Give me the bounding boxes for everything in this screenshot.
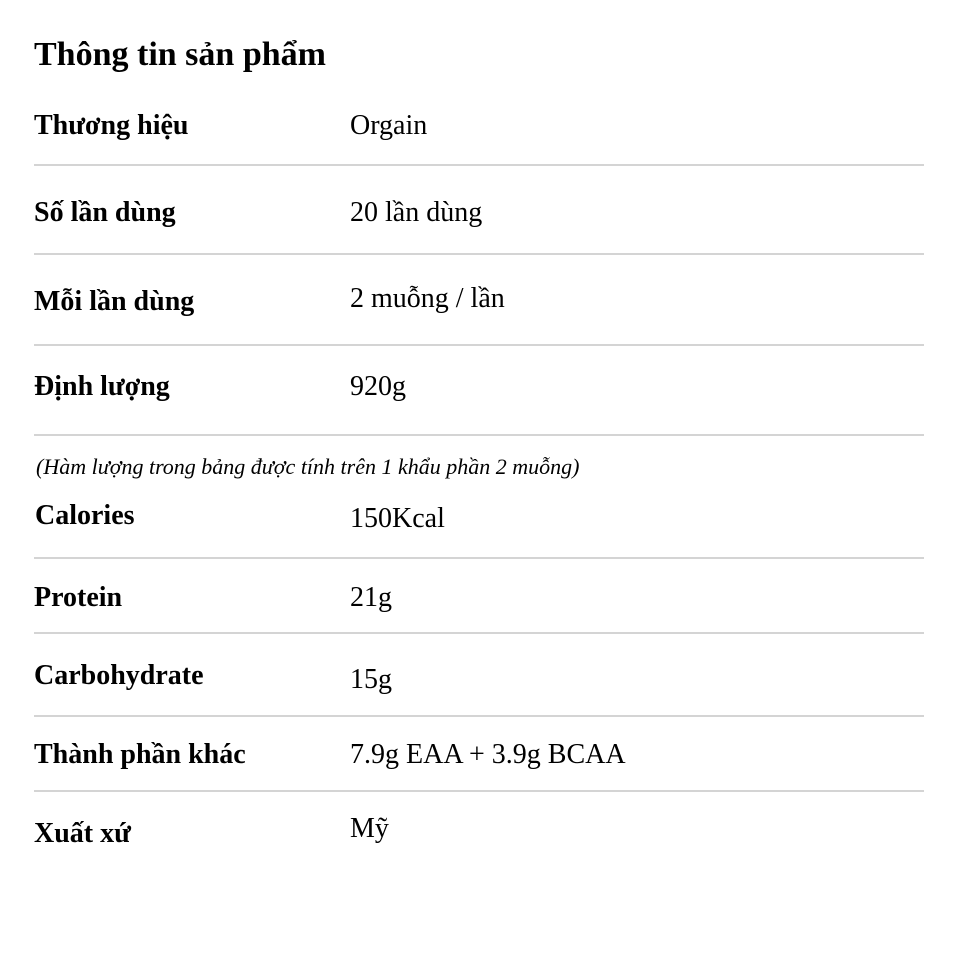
divider (34, 164, 924, 166)
divider (34, 344, 924, 346)
row-value: 150Kcal (350, 503, 445, 534)
row-value: 920g (350, 371, 406, 402)
divider (34, 632, 924, 634)
row-value: 20 lần dùng (350, 197, 483, 228)
row-label: Số lần dùng (34, 197, 176, 228)
row-label: Xuất xứ (34, 818, 131, 849)
divider (34, 715, 924, 717)
row-label: Protein (34, 582, 123, 613)
row-value: 7.9g EAA + 3.9g BCAA (350, 739, 626, 770)
row-value: 2 muỗng / lần (350, 283, 505, 314)
divider (34, 790, 924, 792)
page-title: Thông tin sản phẩm (34, 36, 326, 73)
row-value: 15g (350, 664, 392, 695)
row-label: Định lượng (34, 371, 170, 402)
serving-note: (Hàm lượng trong bảng được tính trên 1 khẩu phần 2 muỗng) (36, 454, 580, 479)
row-label: Carbohydrate (34, 660, 204, 691)
row-label: Thương hiệu (34, 110, 189, 141)
row-label: Thành phần khác (34, 739, 246, 770)
row-label: Calories (35, 500, 135, 531)
divider (34, 253, 924, 255)
divider (34, 434, 924, 436)
row-value: Orgain (350, 110, 428, 141)
row-value: 21g (350, 582, 392, 613)
row-value: Mỹ (350, 813, 389, 844)
divider (34, 557, 924, 559)
row-label: Mỗi lần dùng (34, 286, 195, 317)
